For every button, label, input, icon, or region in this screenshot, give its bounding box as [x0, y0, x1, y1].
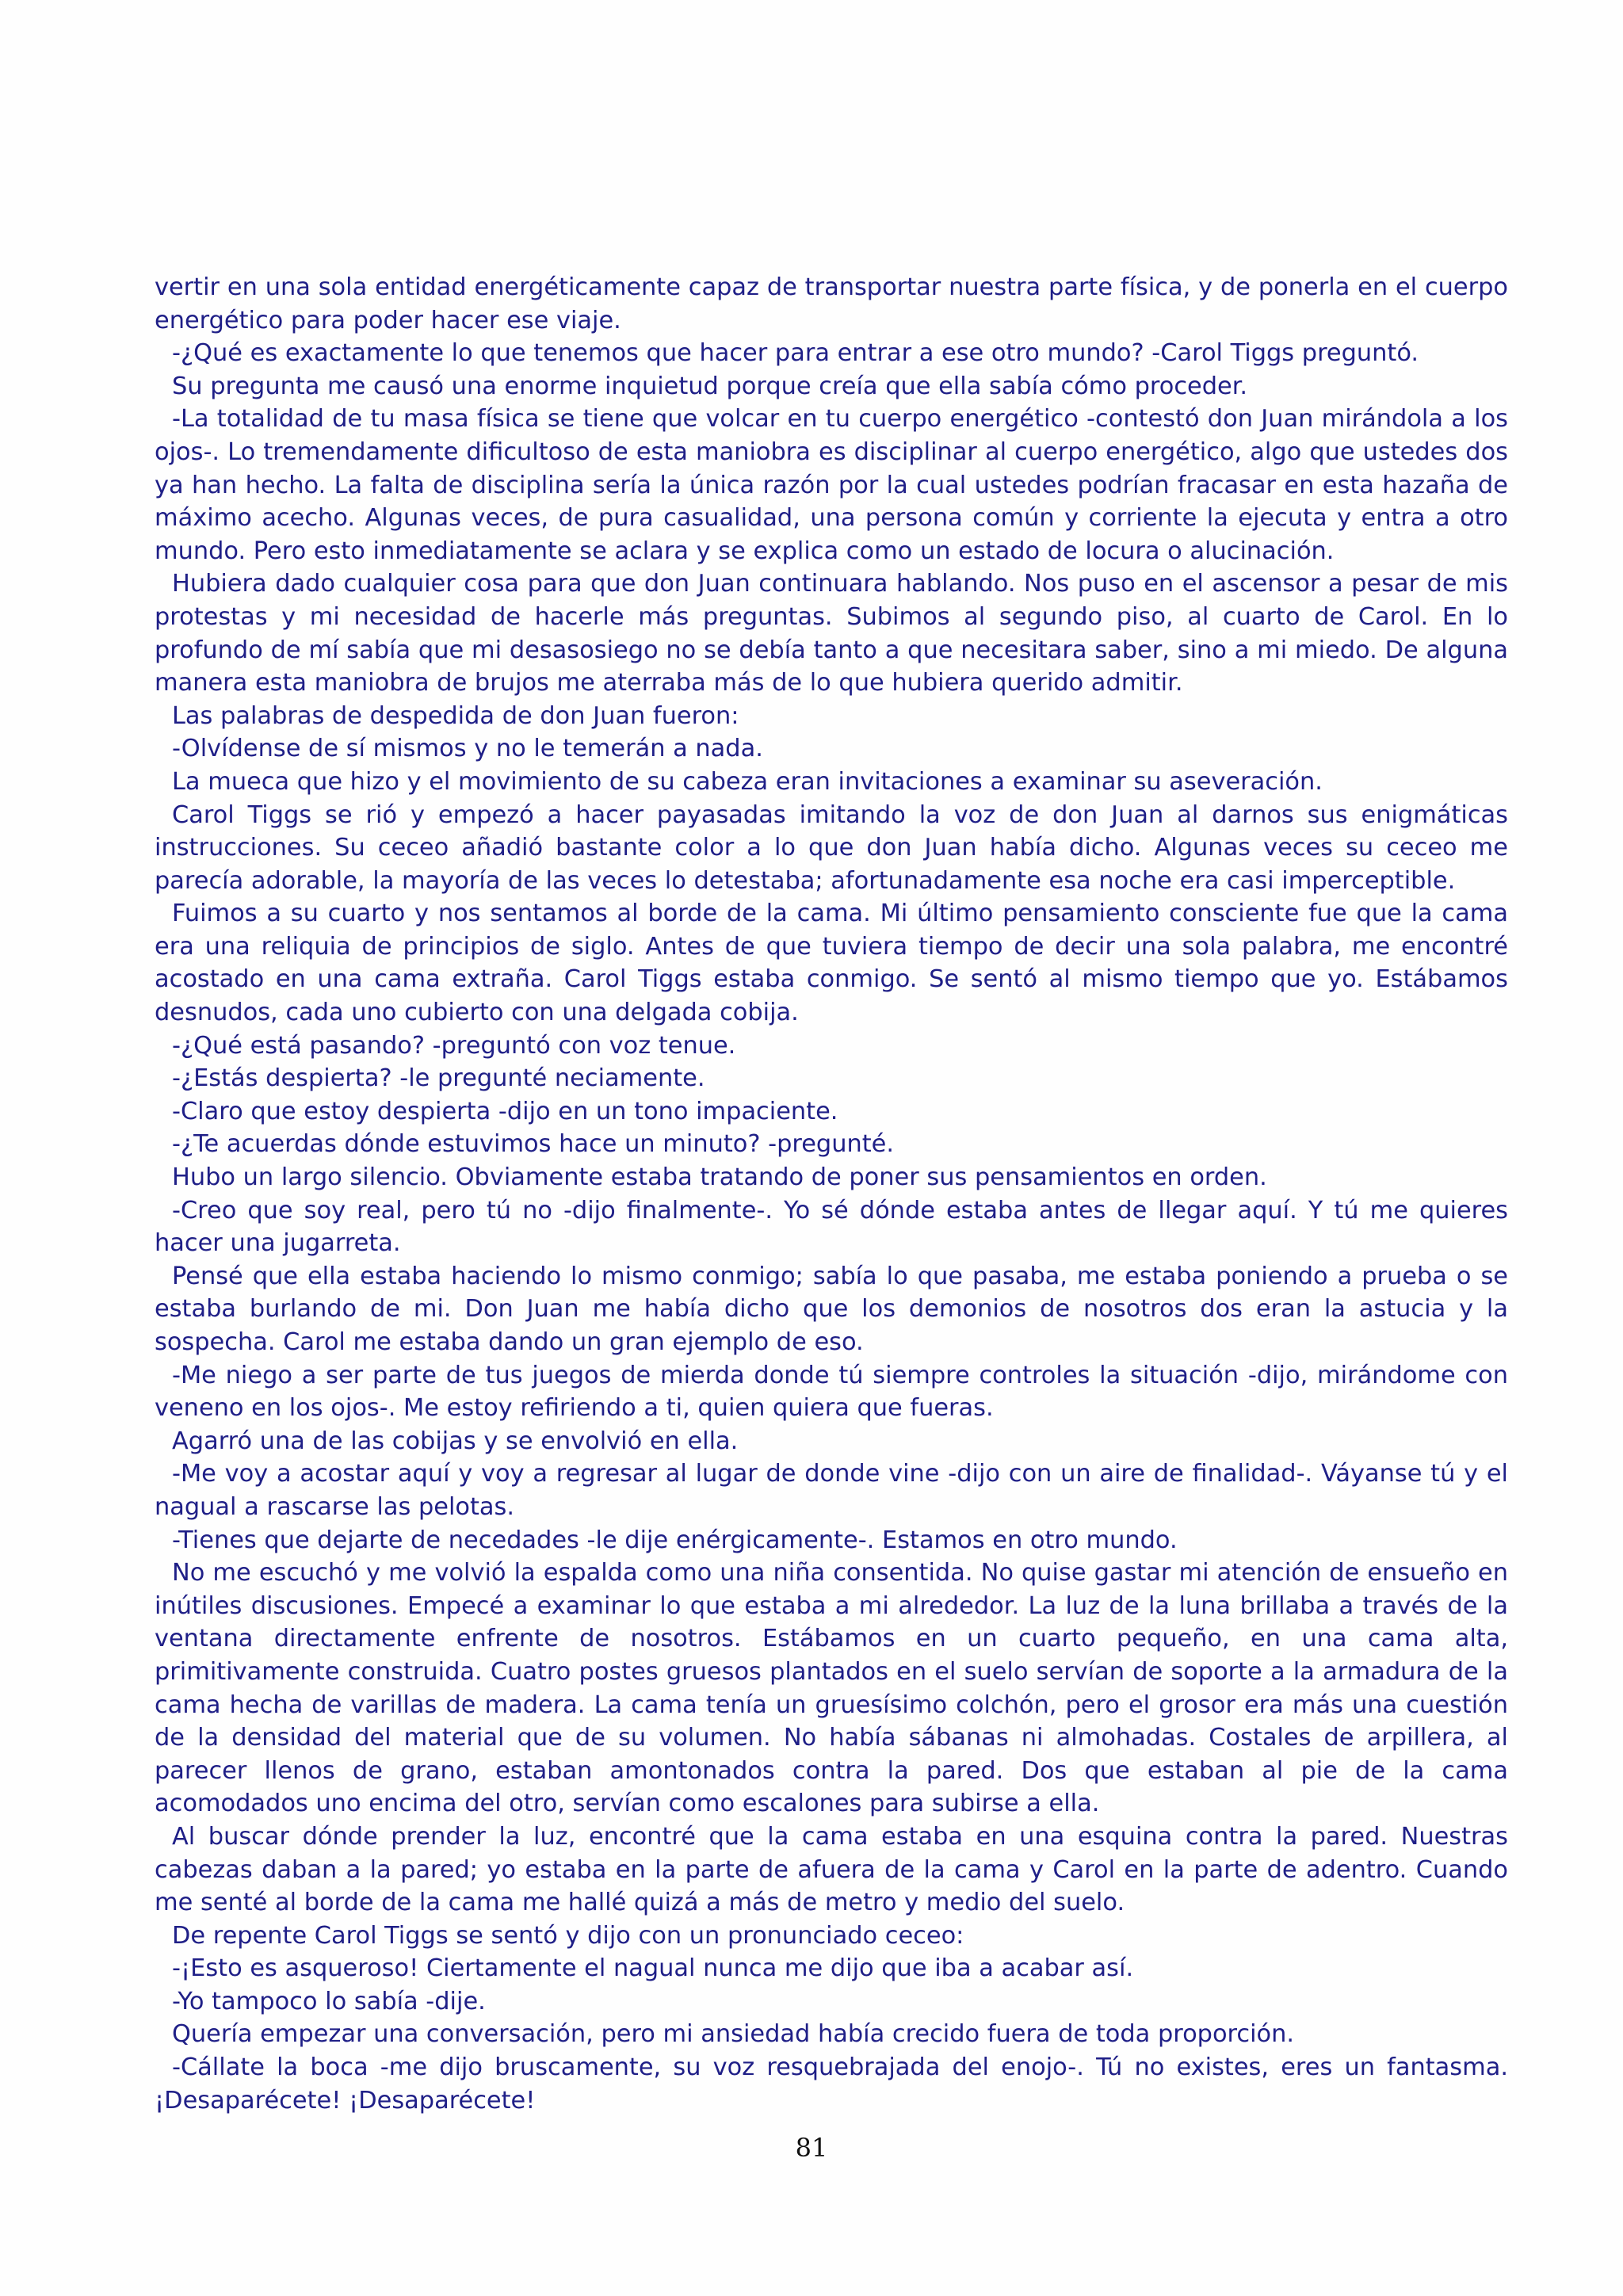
paragraph: Carol Tiggs se rió y empezó a hacer payasadas imitando la voz de don Juan al darnos sus enigmáticas instrucciones. Su ceceo añadió bastante color a lo que don Juan había dicho. Algunas veces su ceceo me parecía adorable, la mayoría de las veces lo detestaba; afortunadamente esa noche era casi imperceptible. [155, 800, 1508, 895]
body-text [155, 271, 1508, 2117]
page-number: 81 [795, 2133, 828, 2163]
paragraph: -¿Estás despierta? -le pregunté neciamente. [172, 1064, 705, 1093]
paragraph: Agarró una de las cobijas y se envolvió en ella. [172, 1427, 739, 1455]
paragraph: -Creo que soy real, pero tú no -dijo finalmente-. Yo sé dónde estaba antes de llegar aquí. Y tú me quieres hacer una jugarreta. [155, 1196, 1508, 1258]
paragraph: -Me voy a acostar aquí y voy a regresar al lugar de donde vine -dijo con un aire de finalidad-. Váyanse tú y el nagual a rascarse las pelotas. [155, 1460, 1508, 1521]
paragraph: Su pregunta me causó una enorme inquietud porque creía que ella sabía cómo proceder. [172, 372, 1248, 400]
paragraph: -Yo tampoco lo sabía -dije. [172, 1987, 486, 2015]
paragraph: -Tienes que dejarte de necedades -le dije enérgicamente-. Estamos en otro mundo. [172, 1526, 1178, 1554]
paragraph: -Claro que estoy despierta -dijo en un tono impaciente. [172, 1097, 838, 1125]
paragraph: -Me niego a ser parte de tus juegos de mierda donde tú siempre controles la situación -dijo, mirándome con veneno en los ojos-. Me estoy refiriendo a ti, quien quiera que fueras. [155, 1361, 1508, 1423]
paragraph: Las palabras de despedida de don Juan fueron: [172, 701, 739, 730]
paragraph: La mueca que hizo y el movimiento de su cabeza eran invitaciones a examinar su aseveración. [172, 767, 1323, 796]
paragraph: -¡Esto es asqueroso! Ciertamente el nagual nunca me dijo que iba a acabar así. [172, 1954, 1134, 1983]
paragraph: De repente Carol Tiggs se sentó y dijo con un pronunciado ceceo: [172, 1921, 964, 1950]
paragraph: Quería empezar una conversación, pero mi ansiedad había crecido fuera de toda proporción. [172, 2020, 1295, 2049]
paragraph: Al buscar dónde prender la luz, encontré que la cama estaba en una esquina contra la pared. Nuestras cabezas daban a la pared; yo estaba en la parte de afuera de la cama y Carol en la parte de adentro. Cuando me senté al borde de la cama me hallé quizá a más de metro y medio del suelo. [155, 1822, 1508, 1917]
paragraph: No me escuchó y me volvió la espalda como una niña consentida. No quise gastar mi atención de ensueño en inútiles discusiones. Empecé a examinar lo que estaba a mi alrededor. La luz de la luna brillaba a través de la ventana directamente enfrente de nosotros. Estábamos en un cuarto pequeño, en una cama alta, primitivamente construida. Cuatro postes gruesos plantados en el suelo servían de soporte a la armadura de la cama hecha de varillas de madera. La cama tenía un gruesísimo colchón, pero el grosor era más una cuestión de la densidad del material que de su volumen. No había sábanas ni almohadas. Costales de arpillera, al parecer llenos de grano, estaban amontonados contra la pared. Dos que estaban al pie de la cama acomodados uno encima del otro, servían como escalones para subirse a ella. [155, 1559, 1508, 1818]
paragraph: Hubiera dado cualquier cosa para que don Juan continuara hablando. Nos puso en el ascensor a pesar de mis protestas y mi necesidad de hacerle más preguntas. Subimos al segundo piso, al cuarto de Carol. En lo profundo de mí sabía que mi desasosiego no se debía tanto a que necesitara saber, sino a mi miedo. De alguna manera esta maniobra de brujos me aterraba más de lo que hubiera querido admitir. [155, 570, 1508, 697]
paragraph: Pensé que ella estaba haciendo lo mismo conmigo; sabía lo que pasaba, me estaba poniendo a prueba o se estaba burlando de mi. Don Juan me había dicho que los demonios de nosotros dos eran la astucia y la sospecha. Carol me estaba dando un gran ejemplo de eso. [155, 1262, 1508, 1356]
paragraph: -Cállate la boca -me dijo bruscamente, su voz resquebrajada del enojo-. Tú no existes, eres un fantasma. ¡Desaparécete! ¡Desaparécete! [155, 2053, 1508, 2115]
paragraph: -¿Qué es exactamente lo que tenemos que hacer para entrar a ese otro mundo? -Carol Tiggs preguntó. [172, 339, 1419, 368]
paragraph: -Olvídense de sí mismos y no le temerán a nada. [172, 735, 763, 763]
paragraph: Fuimos a su cuarto y nos sentamos al borde de la cama. Mi último pensamiento consciente fue que la cama era una reliquia de principios de siglo. Antes de que tuviera tiempo de decir una sola palabra, me encontré acostado en una cama extraña. Carol Tiggs estaba conmigo. Se sentó al mismo tiempo que yo. Estábamos desnudos, cada uno cubierto con una delgada cobija. [155, 900, 1508, 1027]
paragraph: Hubo un largo silencio. Obviamente estaba tratando de poner sus pensamientos en orden. [172, 1163, 1267, 1192]
paragraph: -¿Te acuerdas dónde estuvimos hace un minuto? -pregunté. [172, 1130, 895, 1159]
paragraph: -¿Qué está pasando? -preguntó con voz tenue. [172, 1031, 736, 1060]
paragraph: vertir en una sola entidad energéticamente capaz de transportar nuestra parte física, y de ponerla en el cuerpo energético para poder hacer ese viaje. [155, 273, 1508, 334]
paragraph: -La totalidad de tu masa física se tiene que volcar en tu cuerpo energético -contestó don Juan mirándola a los ojos-. Lo tremendamente dificultoso de esta maniobra es disciplinar al cuerpo energético, algo que ustedes dos ya han hecho. La falta de disciplina sería la única razón por la cual ustedes podrían fracasar en esta hazaña de máximo acecho. Algunas veces, de pura casualidad, una persona común y corriente la ejecuta y entra a otro mundo. Pero esto inmediatamente se aclara y se explica como un estado de locura o alucinación. [155, 405, 1508, 565]
